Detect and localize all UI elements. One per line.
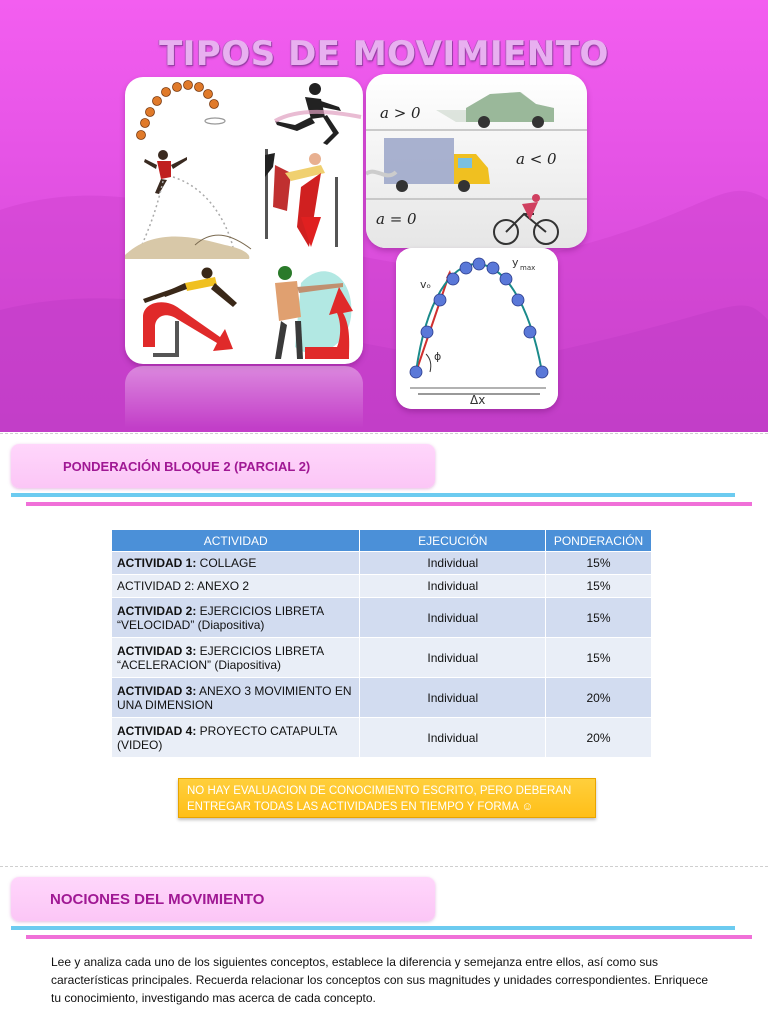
slide-title: TIPOS DE MOVIMIENTO: [159, 34, 609, 74]
svg-text:y: y: [512, 256, 519, 269]
svg-text:a < 0: a < 0: [516, 150, 557, 168]
execution-cell: Individual: [360, 718, 546, 758]
table-header-row: [112, 530, 652, 552]
svg-text:ϕ: ϕ: [434, 350, 442, 363]
instructions-paragraph: Lee y analiza cada uno de los siguientes conceptos, establece la diferencia y semejanza entre ellos, así como sus características principales. Recuerda relacionar los conceptos con sus magnitudes y unidades correspondientes. Enriquece tu conocimiento, investigando mas acerca de cada concepto.: [51, 955, 709, 1005]
column-header: ACTIVIDAD: [112, 530, 360, 552]
table-row: [112, 575, 652, 598]
sports-collage-image: [125, 77, 363, 364]
execution-cell: Individual: [360, 575, 546, 598]
activity-cell: ACTIVIDAD 2: EJERCICIOS LIBRETA “VELOCIDAD” (Diapositiva): [112, 598, 360, 638]
table-row: [112, 718, 652, 758]
weight-cell: 20%: [546, 678, 652, 718]
high-jumper-figure: [265, 149, 338, 247]
acceleration-image: [366, 74, 587, 248]
activity-cell: ACTIVIDAD 1: COLLAGE: [112, 552, 360, 575]
activity-cell: ACTIVIDAD 3: EJERCICIOS LIBRETA “ACELERACION” (Diapositiva): [112, 638, 360, 678]
section-header: [11, 444, 435, 488]
execution-cell: Individual: [360, 638, 546, 678]
divider-blue: [11, 493, 735, 497]
svg-text:max: max: [520, 264, 536, 272]
table-row: [112, 552, 652, 575]
activity-cell: ACTIVIDAD 3: ANEXO 3 MOVIMIENTO EN UNA DIMENSION: [112, 678, 360, 718]
evaluation-note: NO HAY EVALUACION DE CONOCIMIENTO ESCRITO, PERO DEBERAN ENTREGAR TODAS LAS ACTIVIDADES EN TIEMPO Y FORMA ☺: [178, 778, 596, 818]
divider-pink: [26, 502, 752, 506]
collage-reflection: [125, 366, 363, 428]
projectile-illustration: [396, 248, 558, 409]
weight-cell: 20%: [546, 718, 652, 758]
weight-cell: 15%: [546, 598, 652, 638]
table-row: [112, 598, 652, 638]
activity-cell: ACTIVIDAD 4: PROYECTO CATAPULTA (VIDEO): [112, 718, 360, 758]
svg-text:vₒ: vₒ: [420, 278, 432, 291]
column-header: EJECUCIÓN: [360, 530, 546, 552]
column-header: PONDERACIÓN: [546, 530, 652, 552]
divider-pink: [26, 935, 752, 939]
long-jumper-figure: [125, 150, 251, 259]
execution-cell: Individual: [360, 598, 546, 638]
svg-text:a = 0: a = 0: [376, 210, 417, 228]
weight-cell: 15%: [546, 575, 652, 598]
divider-blue: [11, 926, 735, 930]
weight-cell: 15%: [546, 638, 652, 678]
section-title: PONDERACIÓN BLOQUE 2 (PARCIAL 2): [63, 459, 311, 474]
execution-cell: Individual: [360, 552, 546, 575]
table-row: [112, 638, 652, 678]
section-header: [11, 877, 435, 921]
acceleration-illustration: [366, 74, 587, 248]
hurdler-figure: [143, 268, 237, 358]
collage-illustration: [125, 77, 363, 364]
svg-text:a > 0: a > 0: [380, 104, 421, 122]
grading-table: [111, 529, 652, 758]
execution-cell: Individual: [360, 678, 546, 718]
slide-tipos-de-movimiento: [0, 0, 768, 432]
projectile-motion-image: [396, 248, 558, 409]
basketball-arc-icon: [137, 81, 219, 140]
weight-cell: 15%: [546, 552, 652, 575]
hammer-thrower-figure: [275, 266, 353, 359]
activity-cell: ACTIVIDAD 2: ANEXO 2: [112, 575, 360, 598]
svg-text:Δx: Δx: [470, 393, 486, 407]
slide-ponderacion: [0, 433, 768, 866]
section-title: NOCIONES DEL MOVIMIENTO: [50, 891, 265, 908]
table-row: [112, 678, 652, 718]
slide-nociones: [0, 866, 768, 1024]
